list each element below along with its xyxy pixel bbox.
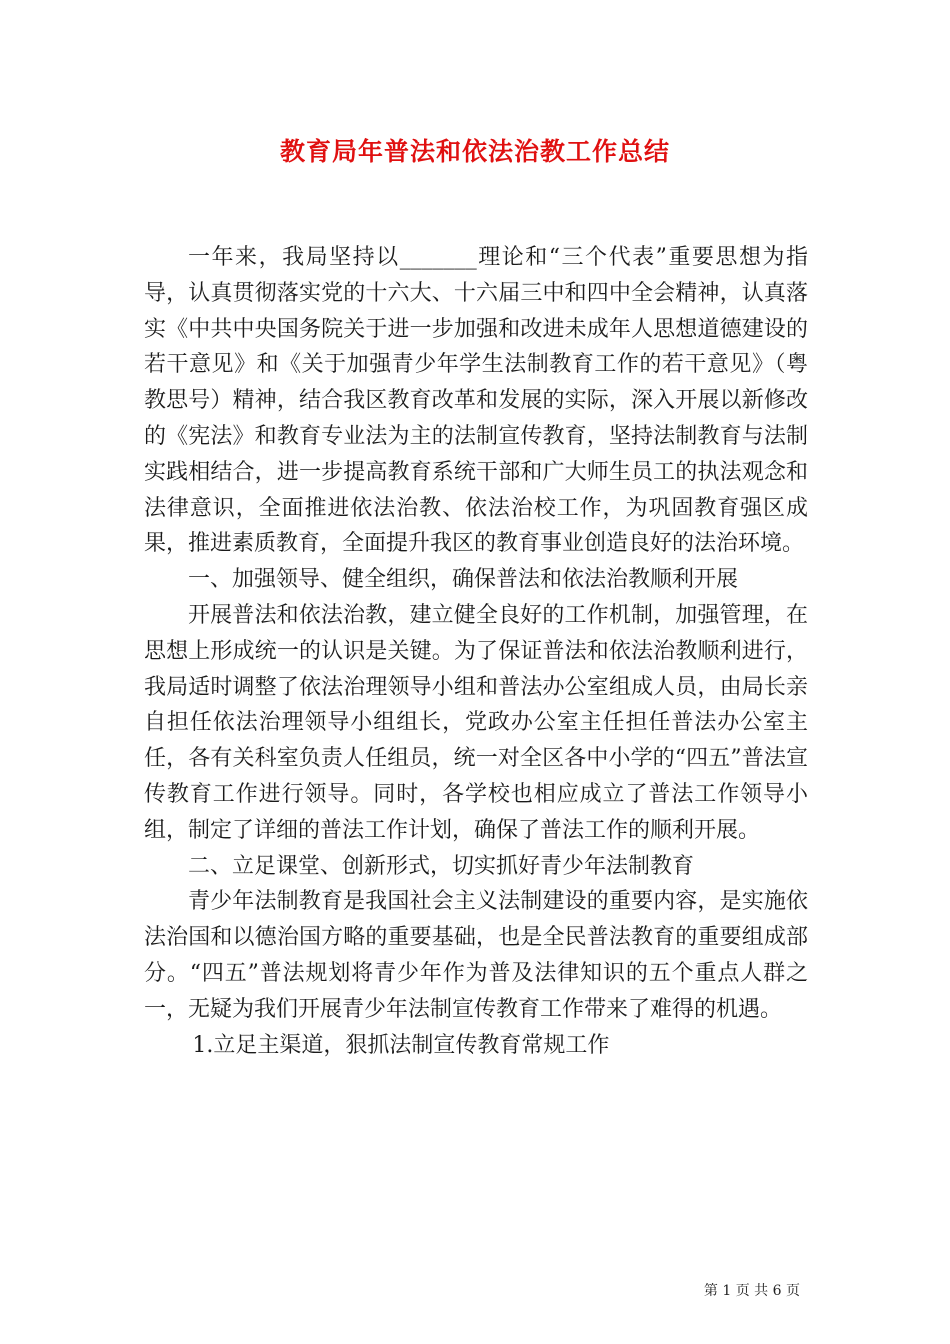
section-heading-2: 二、立足课堂、创新形式，切实抓好青少年法制教育	[188, 853, 695, 879]
paragraph-section-2: 青少年法制教育是我国社会主义法制建设的重要内容，是实施依法治国和以德治国方略的重要基础，也是全民普法教育的重要组成部分。“四五”普法规划将青少年作为普及法律知识的五个重点人群之一，无疑为我们开展青少年法制宣传教育工作带来了难得的机遇。	[144, 889, 808, 1022]
paragraph-intro: 一年来，我局坚持以_______理论和“三个代表”重要思想为指导，认真贯彻落实党的十六大、十六届三中和四中全会精神，认真落实《中共中央国务院关于进一步加强和改进未成年人思想道德建设的若干意见》和《关于加强青少年学生法制教育工作的若干意见》（粤教思号）精神，结合我区教育改革和发展的实际，深入开展以新修改的《宪法》和教育专业法为主的法制宣传教育，坚持法制教育与法制实践相结合，进一步提高教育系统干部和广大师生员工的执法观念和法律意识，全面推进依法治教、依法治校工作，为巩固教育强区成果，推进素质教育，全面提升我区的教育事业创造良好的法治环境。	[144, 245, 808, 557]
section-heading-1: 一、加强领导、健全组织，确保普法和依法治教顺利开展	[188, 567, 739, 593]
document-title: 教育局年普法和依法治教工作总结	[279, 137, 670, 166]
page-number-footer: 第 1 页 共 6 页	[703, 1283, 800, 1299]
subsection-heading-1: 1.立足主渠道，狠抓法制宣传教育常规工作	[192, 1032, 610, 1058]
paragraph-section-1: 开展普法和依法治教，建立健全良好的工作机制，加强管理，在思想上形成统一的认识是关键。为了保证普法和依法治教顺利进行，我局适时调整了依法治理领导小组和普法办公室组成人员，由局长亲自担任依法治理领导小组组长，党政办公室主任担任普法办公室主任，各有关科室负责人任组员，统一对全区各中小学的“四五”普法宣传教育工作进行领导。同时，各学校也相应成立了普法工作领导小组，制定了详细的普法工作计划，确保了普法工作的顺利开展。	[144, 602, 808, 843]
document-body	[144, 240, 808, 1063]
